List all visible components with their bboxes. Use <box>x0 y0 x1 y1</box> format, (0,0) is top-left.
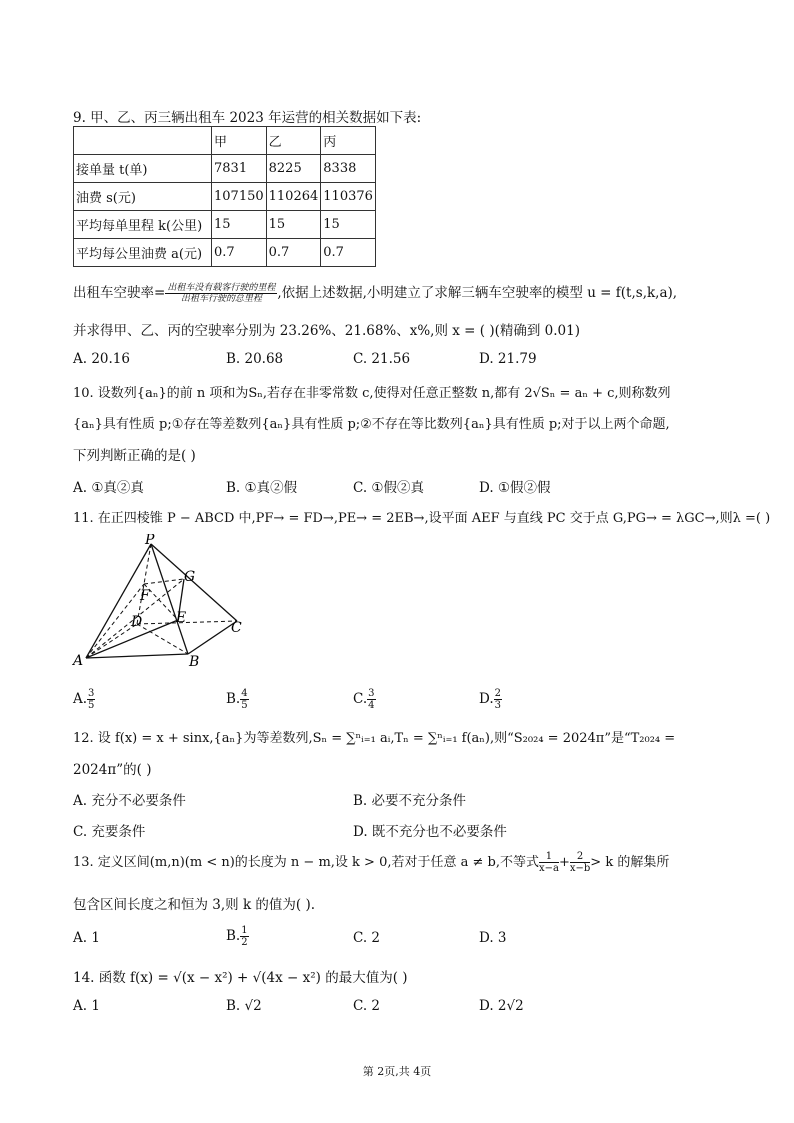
table-cell: 15 <box>266 211 321 239</box>
option-b: B. ①真②假 <box>226 480 298 496</box>
option-a: A. $\frac{3}{5}$ <box>73 688 95 711</box>
option-c: C. 2 <box>353 998 381 1014</box>
table-cell: 油费 s(元) <box>74 183 212 211</box>
option-d: D. $\frac{2}{3}$ <box>479 688 502 711</box>
vertex-label-a: A <box>73 653 84 669</box>
q13-line2: 包含区间长度之和恒为 3,则 k 的值为( ). <box>73 897 316 913</box>
pyramid-figure <box>70 534 260 674</box>
option-d: D. 既不充分也不必要条件 <box>353 824 507 840</box>
fraction-denominator: 出租车行驶的总里程 <box>180 294 262 304</box>
q9-stem: 9. 甲、乙、丙三辆出租车 2023 年运营的相关数据如下表: <box>73 110 422 126</box>
q11-stem: 11. 在正四棱锥 P − ABCD 中,PF→ = FD→,PE→ = 2EB→,设平面 AEF 与直线 PC 交于点 G,PG→ = λGC→,则λ =( ) <box>73 511 771 526</box>
q9-line3: 并求得甲、乙、丙的空驶率分别为 23.26%、21.68%、x%,则 x = ( )(精确到 0.01) <box>73 323 580 339</box>
table-cell: 0.7 <box>266 239 321 267</box>
vertex-label-g: G <box>184 569 196 585</box>
table-header-row <box>74 127 376 155</box>
table-cell: 0.7 <box>321 239 376 267</box>
table-cell: 15 <box>212 211 267 239</box>
option-a: A. 充分不必要条件 <box>73 793 186 809</box>
option-b: B. 20.68 <box>226 351 284 367</box>
table-cell: 8225 <box>266 155 321 183</box>
option-c: C. $\frac{3}{4}$ <box>353 688 375 711</box>
vertex-label-b: B <box>189 654 200 670</box>
table-cell: 8338 <box>321 155 376 183</box>
option-b: B. $\frac{4}{5}$ <box>226 688 248 711</box>
vertex-label-p: P <box>145 534 155 548</box>
table-cell: 15 <box>321 211 376 239</box>
option-d: D. 21.79 <box>479 351 537 367</box>
table-row <box>74 239 376 267</box>
table-cell: 0.7 <box>212 239 267 267</box>
q13-line1: 13. 定义区间(m,n)(m < n)的长度为 n − m,设 k > 0,若对于任意 a ≠ b,不等式 $\frac{1}{x-a}$ + $\frac{2}{x-b}$ > k 的解集所 <box>73 851 670 874</box>
q9-line2-prefix: 出租车空驶率= <box>73 285 166 301</box>
option-c: C. 21.56 <box>353 351 411 367</box>
option-b: B. √2 <box>226 998 262 1014</box>
q10-line3: 下列判断正确的是( ) <box>73 448 196 464</box>
option-b: B. 必要不充分条件 <box>353 793 467 809</box>
q9-line2-suffix: ,依据上述数据,小明建立了求解三辆车空驶率的模型 u = f(t,s,k,a), <box>277 285 678 301</box>
option-b: B. $\frac{1}{2}$ <box>226 925 248 948</box>
table-cell: 110376 <box>321 183 376 211</box>
table-cell: 乙 <box>266 127 321 155</box>
q9-table <box>73 126 376 267</box>
vertex-label-d: D <box>131 614 143 630</box>
option-a: A. 20.16 <box>73 351 130 367</box>
table-cell <box>74 127 212 155</box>
table-cell: 丙 <box>321 127 376 155</box>
option-c: C. 充要条件 <box>73 824 146 840</box>
table-cell: 107150 <box>212 183 267 211</box>
q14-stem: 14. 函数 f(x) = √(x − x²) + √(4x − x²) 的最大值为( ) <box>73 970 408 986</box>
page-footer: 第 2页,共 4页 <box>362 1065 432 1078</box>
q10-line1: 10. 设数列{aₙ}的前 n 项和为Sₙ,若存在非零常数 c,使得对任意正整数 n,都有 2√Sₙ = aₙ + c,则称数列 <box>73 386 671 401</box>
table-cell: 7831 <box>212 155 267 183</box>
option-d: D. ①假②假 <box>479 480 551 496</box>
option-c: C. 2 <box>353 930 381 946</box>
option-a: A. ①真②真 <box>73 480 144 496</box>
vertex-label-c: C <box>231 620 242 636</box>
option-d: D. 2√2 <box>479 998 524 1014</box>
table-cell: 110264 <box>266 183 321 211</box>
q10-line2: {aₙ}具有性质 p;①存在等差数列{aₙ}具有性质 p;②不存在等比数列{aₙ}具有性质 p;对于以上两个命题, <box>73 417 670 432</box>
q12-line2: 2024π”的( ) <box>73 762 152 778</box>
option-a: A. 1 <box>73 998 100 1014</box>
vertex-label-e: E <box>176 610 187 626</box>
table-cell: 平均每公里油费 a(元) <box>74 239 212 267</box>
fraction-2: $\frac{2}{x-b}$ <box>569 851 591 874</box>
table-cell: 甲 <box>212 127 267 155</box>
q12-line1: 12. 设 f(x) = x + sinx,{aₙ}为等差数列,Sₙ = ∑ⁿᵢ₌₁ aᵢ,Tₙ = ∑ⁿᵢ₌₁ f(aₙ),则“S₂₀₂₄ = 2024π”是“T₂₀₂₄ = <box>73 731 676 746</box>
option-c: C. ①假②真 <box>353 480 425 496</box>
table-row <box>74 211 376 239</box>
fraction-1: $\frac{1}{x-a}$ <box>538 851 559 874</box>
table-row <box>74 183 376 211</box>
vertex-label-f: F <box>140 588 150 604</box>
fraction-numerator: 出租车没有载客行驶的里程 <box>167 282 276 293</box>
option-d: D. 3 <box>479 930 507 946</box>
vacancy-rate-fraction <box>165 283 277 305</box>
q9-line2 <box>73 281 677 304</box>
table-cell: 接单量 t(单) <box>74 155 212 183</box>
table-row <box>74 155 376 183</box>
option-a: A. 1 <box>73 930 100 946</box>
table-cell: 平均每单里程 k(公里) <box>74 211 212 239</box>
